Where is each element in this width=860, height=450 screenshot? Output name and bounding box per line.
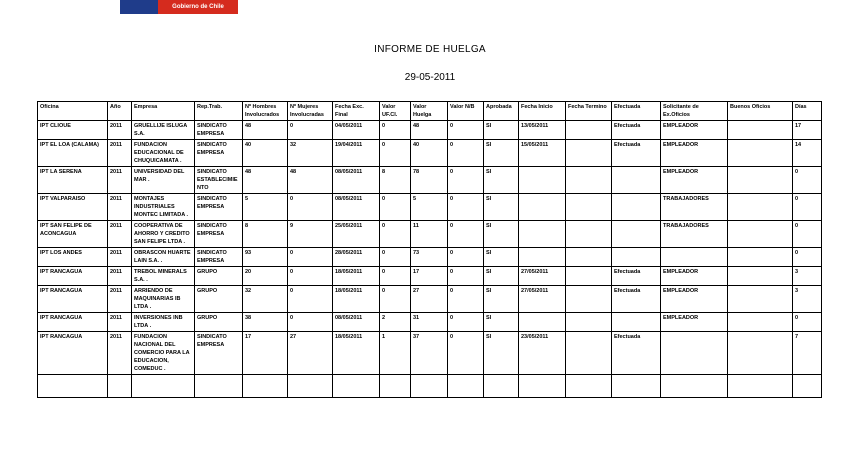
table-cell: Efectuada (612, 140, 661, 167)
table-cell: 19/04/2011 (333, 140, 380, 167)
table-cell: FUNDACION NACIONAL DEL COMERCIO PARA LA EDUCACION, COMEDUC . (132, 332, 195, 375)
table-cell: 15/05/2011 (519, 140, 566, 167)
table-cell: 78 (411, 167, 448, 194)
table-cell: TREBOL MINERALS S.A. . (132, 267, 195, 286)
column-header: Valor N/B (448, 102, 484, 121)
table-cell: SINDICATO EMPRESA (195, 140, 243, 167)
table-cell (566, 375, 612, 398)
table-cell: 0 (288, 313, 333, 332)
table-cell: SI (484, 121, 519, 140)
table-cell (566, 267, 612, 286)
table-cell (612, 221, 661, 248)
table-cell: FUNDACION EDUCACIONAL DE CHUQUICAMATA . (132, 140, 195, 167)
table-cell: 23/05/2011 (519, 332, 566, 375)
table-cell: 48 (288, 167, 333, 194)
table-cell: 0 (448, 140, 484, 167)
table-cell (195, 375, 243, 398)
table-cell: IPT LA SERENA (38, 167, 108, 194)
table-cell: 9 (288, 221, 333, 248)
table-cell: 11 (411, 221, 448, 248)
table-cell: 20 (243, 267, 288, 286)
table-cell: 3 (793, 286, 822, 313)
table-cell: Efectuada (612, 286, 661, 313)
table-cell: SINDICATO EMPRESA (195, 248, 243, 267)
table-row (38, 167, 822, 194)
column-header: Fecha Exc. Final (333, 102, 380, 121)
table-cell (519, 313, 566, 332)
table-cell: 0 (793, 194, 822, 221)
table-cell (288, 375, 333, 398)
table-cell (728, 313, 793, 332)
table-cell (566, 194, 612, 221)
table-cell: 2011 (108, 248, 132, 267)
table-cell: 08/05/2011 (333, 194, 380, 221)
table-cell: 2011 (108, 194, 132, 221)
table-cell (728, 332, 793, 375)
table-cell: ARRIENDO DE MAQUINARIAS IB LTDA . (132, 286, 195, 313)
column-header: Nº Hombres Involucrados (243, 102, 288, 121)
government-logo (120, 0, 238, 14)
table-cell: IPT RANCAGUA (38, 332, 108, 375)
table-cell: 2 (380, 313, 411, 332)
table-cell: 2011 (108, 332, 132, 375)
table-cell (728, 221, 793, 248)
table-cell (728, 375, 793, 398)
table-cell: EMPLEADOR (661, 313, 728, 332)
table-cell (566, 221, 612, 248)
table-cell: 04/05/2011 (333, 121, 380, 140)
table-cell (661, 375, 728, 398)
table-cell: IPT RANCAGUA (38, 313, 108, 332)
table-cell: SI (484, 286, 519, 313)
column-header: Aprobada (484, 102, 519, 121)
table-cell (519, 167, 566, 194)
table-cell: 2011 (108, 167, 132, 194)
table-cell: TRABAJADORES (661, 194, 728, 221)
report-title: INFORME DE HUELGA (374, 44, 486, 55)
table-cell: 08/05/2011 (333, 313, 380, 332)
table-header-row (38, 102, 822, 121)
table-cell (380, 375, 411, 398)
table-cell: INVERSIONES INB LTDA . (132, 313, 195, 332)
table-cell: IPT SAN FELIPE DE ACONCAGUA (38, 221, 108, 248)
table-cell: 37 (411, 332, 448, 375)
table-cell (566, 140, 612, 167)
table-cell: IPT LOS ANDES (38, 248, 108, 267)
table-cell: TRABAJADORES (661, 221, 728, 248)
table-cell: 2011 (108, 221, 132, 248)
table-cell: 0 (793, 167, 822, 194)
table-row (38, 221, 822, 248)
table-cell: 27/05/2011 (519, 286, 566, 313)
table-cell: 0 (380, 286, 411, 313)
table-cell (728, 121, 793, 140)
table-cell (793, 375, 822, 398)
table-cell: MONTAJES INDUSTRIALES MONTEC LIMITADA . (132, 194, 195, 221)
table-cell (728, 248, 793, 267)
table-cell: SI (484, 332, 519, 375)
table-cell: 0 (380, 194, 411, 221)
table-cell: 0 (793, 313, 822, 332)
table-cell: IPT CLIOUE (38, 121, 108, 140)
table-cell: 0 (793, 248, 822, 267)
column-header: Valor UF.CI. (380, 102, 411, 121)
table-cell: 48 (243, 121, 288, 140)
table-cell: SI (484, 313, 519, 332)
table-cell: 14 (793, 140, 822, 167)
table-cell: SI (484, 140, 519, 167)
table-cell (108, 375, 132, 398)
table-cell: 0 (448, 221, 484, 248)
table-cell: 17 (793, 121, 822, 140)
table-cell: 0 (448, 267, 484, 286)
table-cell: 32 (243, 286, 288, 313)
table-cell (728, 167, 793, 194)
table-cell: 0 (793, 221, 822, 248)
table-cell (612, 375, 661, 398)
table-cell: 3 (793, 267, 822, 286)
table-cell: EMPLEADOR (661, 121, 728, 140)
table-cell: Efectuada (612, 121, 661, 140)
table-cell: 40 (411, 140, 448, 167)
table-cell (519, 248, 566, 267)
column-header: Fecha Inicio (519, 102, 566, 121)
table-cell: 31 (411, 313, 448, 332)
table-row (38, 332, 822, 375)
table-cell (243, 375, 288, 398)
table-cell: 0 (380, 221, 411, 248)
table-cell: 0 (288, 248, 333, 267)
table-cell: 5 (243, 194, 288, 221)
table-body (38, 121, 822, 398)
table-cell: GRUPO (195, 286, 243, 313)
table-cell: SI (484, 267, 519, 286)
table-cell: IPT RANCAGUA (38, 267, 108, 286)
table-cell: 27 (288, 332, 333, 375)
logo-red-block (158, 0, 238, 14)
table-cell: SINDICATO EMPRESA (195, 221, 243, 248)
table-cell (411, 375, 448, 398)
table-cell: 0 (288, 267, 333, 286)
table-cell: IPT VALPARAISO (38, 194, 108, 221)
table-cell: 27/05/2011 (519, 267, 566, 286)
table-cell: 2011 (108, 140, 132, 167)
table-cell: 0 (380, 121, 411, 140)
column-header: Días (793, 102, 822, 121)
table-cell: 0 (448, 167, 484, 194)
table-cell: 2011 (108, 121, 132, 140)
table-cell: GRUPO (195, 267, 243, 286)
column-header: Buenos Oficios (728, 102, 793, 121)
report-date: 29-05-2011 (404, 72, 456, 83)
table-cell: 8 (243, 221, 288, 248)
table-cell (519, 194, 566, 221)
table-cell: 17 (243, 332, 288, 375)
table-cell: 73 (411, 248, 448, 267)
column-header: Año (108, 102, 132, 121)
table-cell (728, 286, 793, 313)
table-cell (566, 167, 612, 194)
table-cell: 0 (448, 332, 484, 375)
column-header: Efectuada (612, 102, 661, 121)
table-cell: 0 (288, 121, 333, 140)
column-header: Empresa (132, 102, 195, 121)
table-cell: SINDICATO ESTABLECIMIENTO (195, 167, 243, 194)
table-cell: SI (484, 248, 519, 267)
table-cell: 7 (793, 332, 822, 375)
table-cell: 27 (411, 286, 448, 313)
table-cell: EMPLEADOR (661, 167, 728, 194)
table-cell: 0 (448, 194, 484, 221)
table-cell: 25/05/2011 (333, 221, 380, 248)
table-cell: 2011 (108, 267, 132, 286)
table-cell (38, 375, 108, 398)
table-cell (612, 167, 661, 194)
table-cell: 5 (411, 194, 448, 221)
table-row (38, 121, 822, 140)
table-cell: Efectuada (612, 332, 661, 375)
table-cell: 0 (448, 248, 484, 267)
logo-blue-block (120, 0, 158, 14)
table-cell: 0 (380, 248, 411, 267)
table-cell (612, 194, 661, 221)
table-cell: OBRASCON HUARTE LAIN S.A. . (132, 248, 195, 267)
table-cell: 2011 (108, 286, 132, 313)
table-cell: 0 (448, 313, 484, 332)
table-cell (728, 140, 793, 167)
table-cell: COOPERATIVA DE AHORRO Y CREDITO SAN FELIPE LTDA . (132, 221, 195, 248)
table-cell (612, 313, 661, 332)
column-header: Fecha Termino (566, 102, 612, 121)
table-cell: 08/05/2011 (333, 167, 380, 194)
table-row (38, 286, 822, 313)
table-cell (519, 221, 566, 248)
table-row (38, 248, 822, 267)
table-cell: 18/05/2011 (333, 332, 380, 375)
column-header: Rep.Trab. (195, 102, 243, 121)
table-cell: 93 (243, 248, 288, 267)
table-row (38, 313, 822, 332)
table-cell (728, 267, 793, 286)
table-cell (132, 375, 195, 398)
table-cell: SINDICATO EMPRESA (195, 194, 243, 221)
table-cell: 0 (380, 267, 411, 286)
table-cell (612, 248, 661, 267)
table-cell: 17 (411, 267, 448, 286)
table-cell: 0 (448, 121, 484, 140)
table-cell (519, 375, 566, 398)
table-cell: 13/05/2011 (519, 121, 566, 140)
table-cell: 0 (380, 140, 411, 167)
table-cell: 32 (288, 140, 333, 167)
table-cell (566, 313, 612, 332)
column-header: Valor Huelga (411, 102, 448, 121)
table-cell: GRUELLIJE ISLUGA S.A. (132, 121, 195, 140)
table-cell (661, 248, 728, 267)
table-cell (566, 286, 612, 313)
table-cell (566, 121, 612, 140)
table-cell: 0 (288, 286, 333, 313)
table-cell (333, 375, 380, 398)
table-cell: 40 (243, 140, 288, 167)
logo-text: Gobierno de Chile (172, 4, 224, 10)
table-cell (566, 332, 612, 375)
column-header: Oficina (38, 102, 108, 121)
table-row (38, 140, 822, 167)
table-cell: IPT EL LOA (CALAMA) (38, 140, 108, 167)
table-cell: EMPLEADOR (661, 286, 728, 313)
column-header: Solicitante de Ex.Oficios (661, 102, 728, 121)
strike-report-table (37, 101, 822, 398)
table-row (38, 267, 822, 286)
table-cell: GRUPO (195, 313, 243, 332)
table-cell (728, 194, 793, 221)
table-cell: SINDICATO EMPRESA (195, 332, 243, 375)
table-cell (661, 332, 728, 375)
table-cell: 0 (288, 194, 333, 221)
table-cell: SI (484, 221, 519, 248)
table-cell: 38 (243, 313, 288, 332)
table-cell: SI (484, 167, 519, 194)
table-cell: 48 (411, 121, 448, 140)
table-cell: SI (484, 194, 519, 221)
table-cell: 18/05/2011 (333, 286, 380, 313)
table-cell: EMPLEADOR (661, 267, 728, 286)
table-cell: UNIVERSIDAD DEL MAR . (132, 167, 195, 194)
table-cell: SINDICATO EMPRESA (195, 121, 243, 140)
table-row-cutoff (38, 375, 822, 398)
table-cell: Efectuada (612, 267, 661, 286)
table-cell (566, 248, 612, 267)
table-cell: EMPLEADOR (661, 140, 728, 167)
table-cell (448, 375, 484, 398)
column-header: Nº Mujeres Involucradas (288, 102, 333, 121)
table-cell: 8 (380, 167, 411, 194)
table-row (38, 194, 822, 221)
table-cell: 2011 (108, 313, 132, 332)
table-cell: 48 (243, 167, 288, 194)
table-cell (484, 375, 519, 398)
table-cell: 1 (380, 332, 411, 375)
table-cell: IPT RANCAGUA (38, 286, 108, 313)
table-cell: 28/05/2011 (333, 248, 380, 267)
table-cell: 18/05/2011 (333, 267, 380, 286)
table-cell: 0 (448, 286, 484, 313)
